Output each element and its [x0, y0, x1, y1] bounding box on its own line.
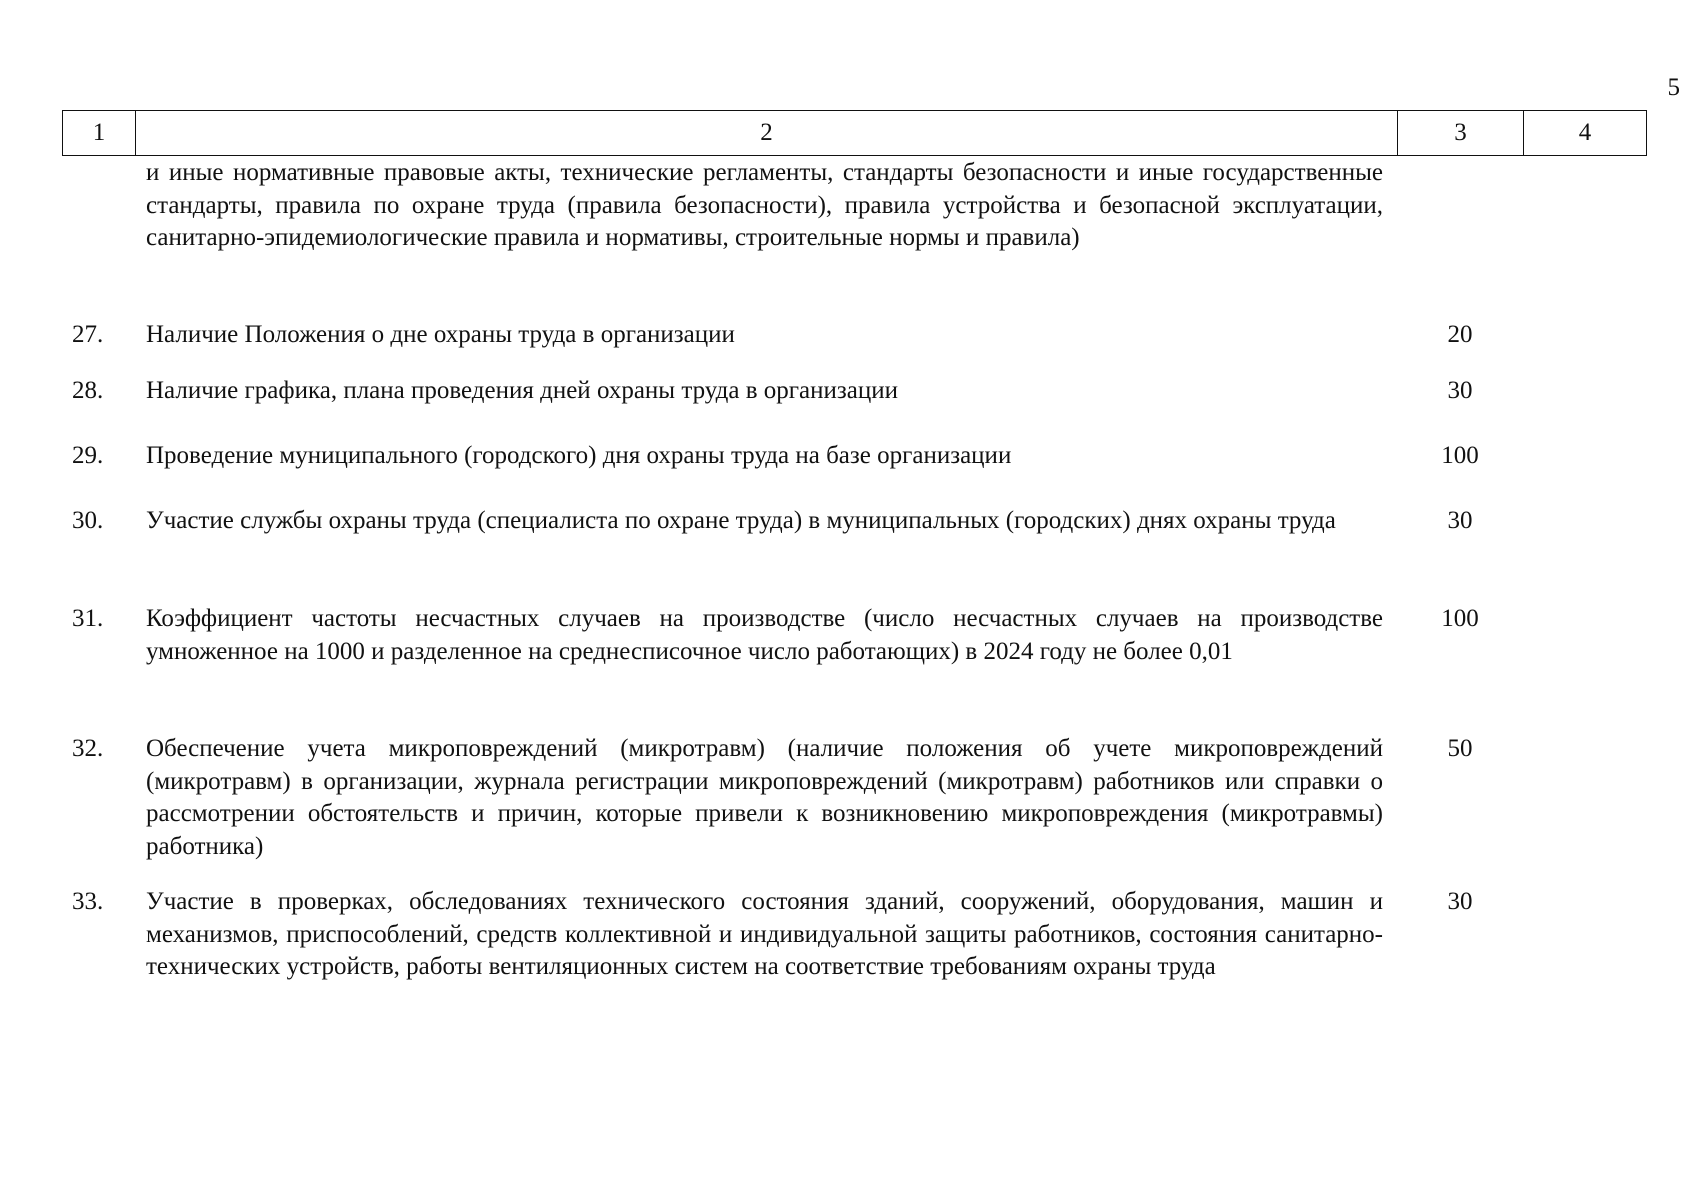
item-number: 28. — [72, 377, 104, 404]
item-text: Наличие графика, плана проведения дней охраны труда в организации — [146, 377, 899, 404]
item-text: Обеспечение учета микроповреждений (микротравм) (наличие положения об учете микроповреждений (микротравм) в организации, журнала регистрации микроповреждений (микротравм) работников или справки о рассмотрении обстоятельств и причин, которые привели к возникновению микроповреждения (микротравмы) работника) — [146, 735, 1383, 860]
column-header-1: 1 — [63, 111, 136, 156]
item-text: Участие службы охраны труда (специалиста по охране труда) в муниципальных (городских) днях охраны труда — [146, 507, 1336, 534]
continuation-text: и иные нормативные правовые акты, технические регламенты, стандарты безопасности и иные государственные стандарты, правила по охране труда (правила безопасности), правила устройства и безопасной эксплуатации, санитарно-эпидемиологические правила и нормативы, строительные нормы и правила) — [146, 159, 1383, 251]
item-score: 30 — [1447, 888, 1473, 915]
item-number: 33. — [72, 888, 104, 915]
column-header-table — [62, 110, 1647, 156]
item-text: Наличие Положения о дне охраны труда в организации — [146, 321, 735, 348]
column-header-4: 4 — [1524, 111, 1647, 156]
item-score: 30 — [1447, 507, 1473, 534]
page-number: 5 — [1667, 74, 1680, 101]
item-text: Участие в проверках, обследованиях технического состояния зданий, сооружений, оборудования, машин и механизмов, приспособлений, средств коллективной и индивидуальной защиты работников, состояния санитарно-технических устройств, работы вентиляционных систем на соответствие требованиям охраны труда — [146, 888, 1383, 980]
column-header-row — [63, 111, 1647, 156]
item-score: 20 — [1447, 321, 1473, 348]
item-text: Коэффициент частоты несчастных случаев на производстве (число несчастных случаев на производстве умноженное на 1000 и разделенное на среднесписочное число работающих) в 2024 году не более 0,01 — [146, 605, 1383, 665]
item-text: Проведение муниципального (городского) дня охраны труда на базе организации — [146, 442, 1012, 469]
item-number: 30. — [72, 507, 104, 534]
item-score: 100 — [1441, 605, 1479, 632]
column-header-3: 3 — [1398, 111, 1524, 156]
item-score: 30 — [1447, 377, 1473, 404]
column-header-2: 2 — [136, 111, 1398, 156]
item-number: 29. — [72, 442, 104, 469]
item-number: 32. — [72, 735, 104, 762]
item-number: 31. — [72, 605, 104, 632]
item-score: 100 — [1441, 442, 1479, 469]
item-number: 27. — [72, 321, 104, 348]
item-score: 50 — [1447, 735, 1473, 762]
